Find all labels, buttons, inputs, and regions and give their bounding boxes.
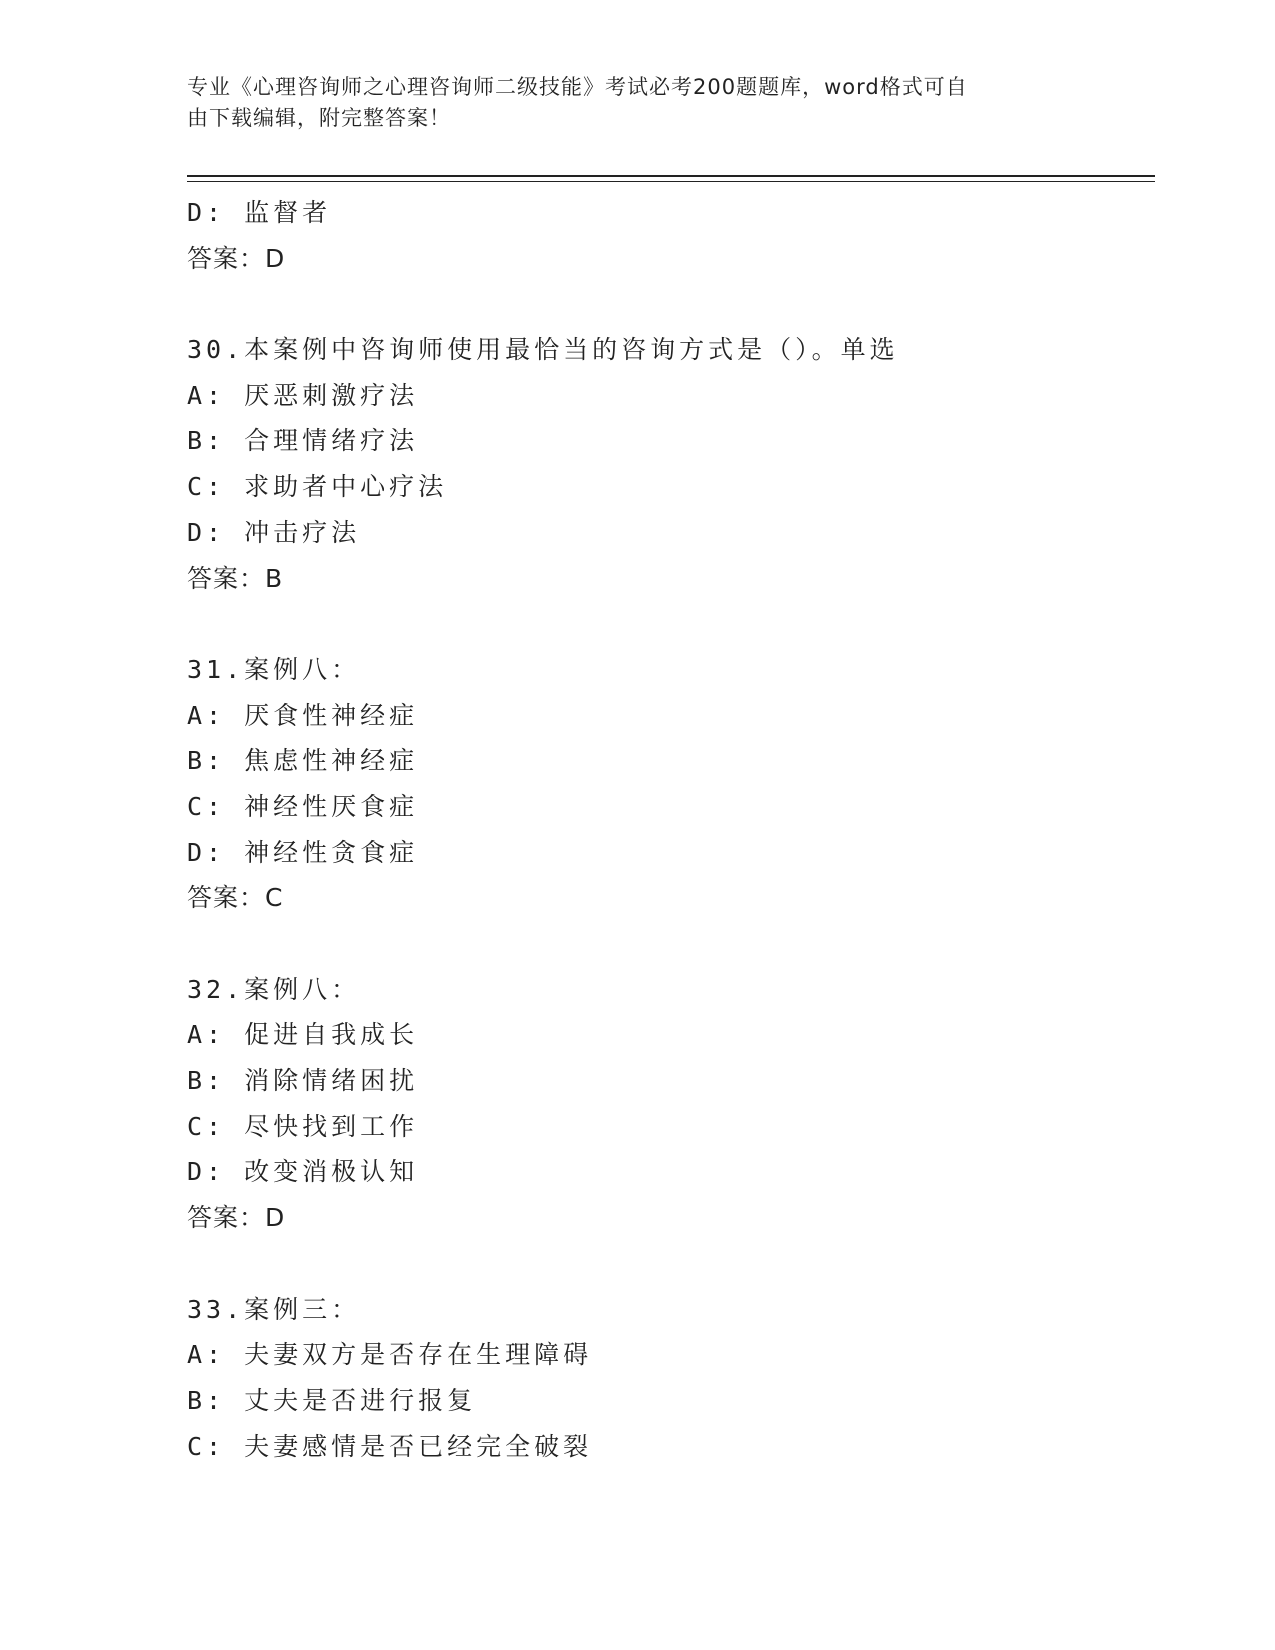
- answer: 答案：D: [187, 1203, 286, 1233]
- option-c: C: 神经性厌食症: [187, 791, 419, 821]
- option-a: A: 促进自我成长: [187, 1020, 419, 1050]
- header-divider-thin: [187, 181, 1155, 182]
- question-stem: 31.案例八：: [187, 654, 361, 684]
- spacer: [187, 921, 1155, 967]
- header-line-2: 由下载编辑，附完整答案！: [187, 106, 451, 130]
- option-a: A: 夫妻双方是否存在生理障碍: [187, 1340, 593, 1370]
- spacer: [187, 1241, 1155, 1287]
- question-stem: 30.本案例中咨询师使用最恰当的咨询方式是（）。单选: [187, 335, 899, 365]
- header-line-1: 专业《心理咨询师之心理咨询师二级技能》考试必考200题题库，word格式可自: [187, 75, 968, 99]
- question-stem: 33.案例三：: [187, 1294, 361, 1324]
- option-c: C: 夫妻感情是否已经完全破裂: [187, 1431, 593, 1461]
- option-d: D: 改变消极认知: [187, 1157, 419, 1187]
- option-a: A: 厌食性神经症: [187, 700, 419, 730]
- answer: 答案：B: [187, 563, 284, 593]
- option-b: B: 消除情绪困扰: [187, 1066, 419, 1096]
- header-divider: [187, 175, 1155, 177]
- option-d: D: 神经性贪食症: [187, 837, 419, 867]
- option-c: C: 尽快找到工作: [187, 1111, 419, 1141]
- option-b: B: 焦虑性神经症: [187, 746, 419, 776]
- spacer: [187, 601, 1155, 647]
- question-list: [187, 190, 1155, 1469]
- answer: 答案：C: [187, 883, 284, 913]
- answer: 答案：D: [187, 243, 286, 273]
- document-header: [187, 72, 1077, 134]
- option-d: D: 监督者: [187, 198, 332, 227]
- option-b: B: 合理情绪疗法: [187, 426, 419, 456]
- spacer: [187, 281, 1155, 327]
- option-b: B: 丈夫是否进行报复: [187, 1385, 477, 1415]
- option-d: D: 冲击疗法: [187, 517, 361, 547]
- option-a: A: 厌恶刺激疗法: [187, 380, 419, 410]
- option-c: C: 求助者中心疗法: [187, 472, 448, 502]
- question-stem: 32.案例八：: [187, 974, 361, 1004]
